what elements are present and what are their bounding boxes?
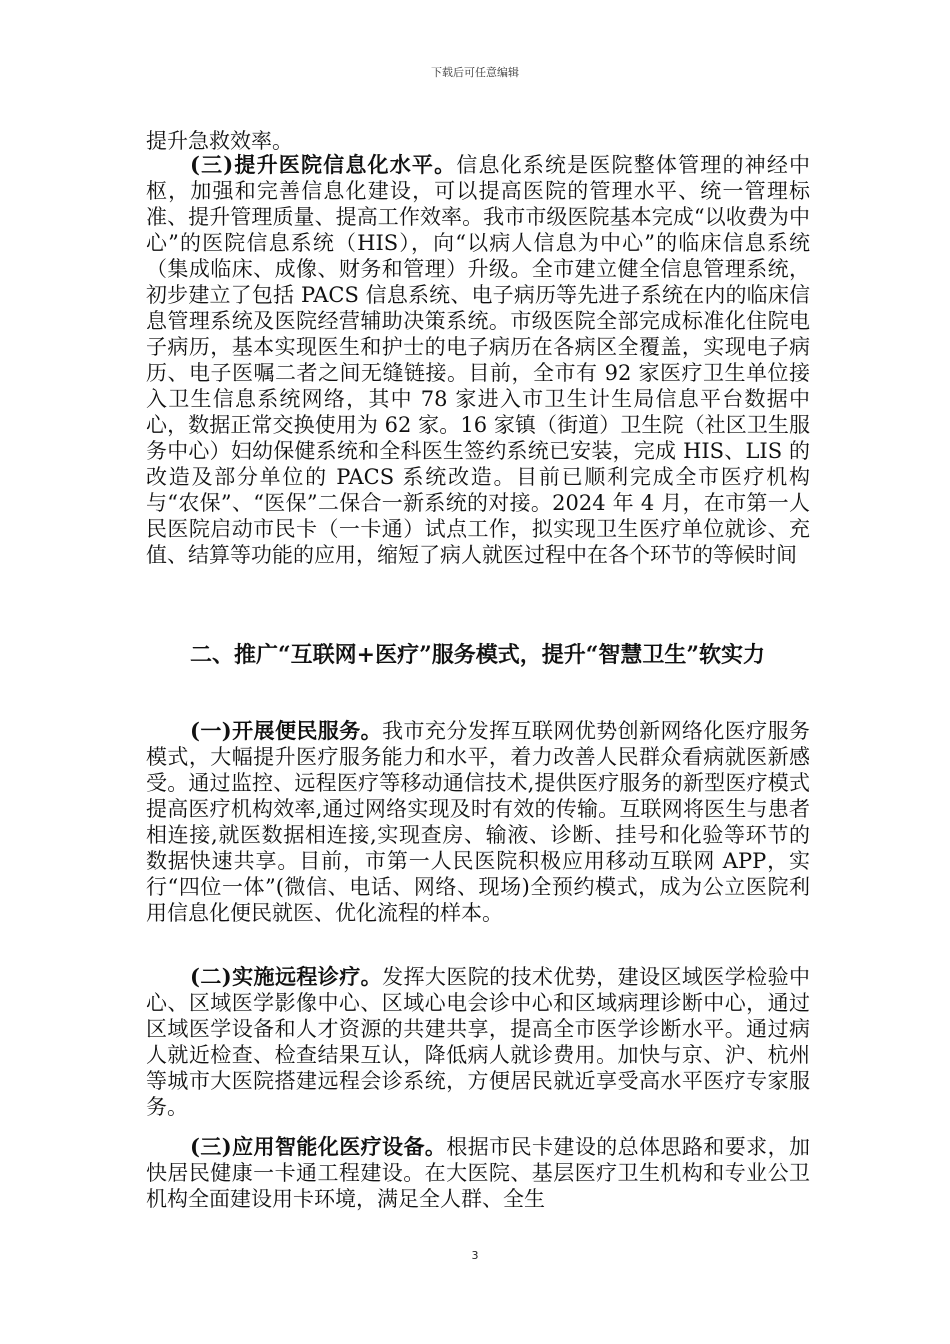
item1-paragraph	[146, 718, 810, 926]
continuation-text: 提升急救效率。	[146, 129, 293, 153]
paragraph-body: 我市充分发挥互联网优势创新网络化医疗服务模式，大幅提升医疗服务能力和水平，着力改善人民群众看病就医新感受。通过监控、远程医疗等移动通信技术,提供医疗服务的新型医疗模式提高医疗机构效率,通过网络实现及时有效的传输。互联网将医生与患者相连接,就医数据相连接,实现查房、输液、诊断、挂号和化验等环节的数据快速共享。目前，市第一人民医院积极应用移动互联网 APP，实行“四位一体”(微信、电话、网络、现场)全预约模式，成为公立医院利用信息化便民就医、优化流程的样本。	[146, 719, 811, 925]
page-number: 3	[471, 1249, 479, 1262]
item2-paragraph	[146, 964, 810, 1120]
paragraph-lead: (三)提升医院信息化水平。	[190, 152, 457, 177]
continuation-paragraph	[146, 128, 810, 154]
paragraph-body: 信息化系统是医院整体管理的神经中枢，加强和完善信息化建设，可以提高医院的管理水平、统一管理标准、提升管理质量、提高工作效率。我市市级医院基本完成“以收费为中心”的医院信息系统（HIS），向“以病人信息为中心”的临床信息系统（集成临床、成像、财务和管理）升级。全市建立健全信息管理系统，初步建立了包括 PACS 信息系统、电子病历等先进子系统在内的临床信息管理系统及医院经营辅助决策系统。市级医院全部完成标准化住院电子病历，基本实现医生和护士的电子病历在各病区全覆盖，实现电子病历、电子医嘱二者之间无缝链接。目前，全市有 92 家医疗卫生单位接入卫生信息系统网络，其中 78 家进入市卫生计生局信息平台数据中心，数据正常交换使用为 62 家。16 家镇（街道）卫生院（社区卫生服务中心）妇幼保健系统和全科医生签约系统已安装，完成 HIS、LIS 的改造及部分单位的 PACS 系统改造。目前已顺利完成全市医疗机构与“农保”、“医保”二保合一新系统的对接。2024 年 4 月，在市第一人民医院启动市民卡（一卡通）试点工作，拟实现卫生医疗单位就诊、充值、结算等功能的应用，缩短了病人就医过程中在各个环节的等候时间	[146, 153, 811, 567]
section-heading: 二、推广“互联网+医疗”服务模式，提升“智慧卫生”软实力	[190, 642, 766, 668]
paragraph-lead: (一)开展便民服务。	[190, 718, 383, 743]
paragraph-body: 发挥大医院的技术优势，建设区域医学检验中心、区域医学影像中心、区域心电会诊中心和区域病理诊断中心，通过区域医学设备和人才资源的共建共享，提高全市医学诊断水平。通过病人就近检查、检查结果互认，降低病人就诊费用。加快与京、沪、杭州等城市大医院搭建远程会诊系统，方便居民就近享受高水平医疗专家服务。	[146, 965, 811, 1119]
section3-info-paragraph	[146, 152, 810, 568]
paragraph-lead: (三)应用智能化医疗设备。	[190, 1134, 447, 1159]
paragraph-lead: (二)实施远程诊疗。	[190, 964, 383, 989]
item3-paragraph	[146, 1134, 810, 1212]
paragraph-body: 根据市民卡建设的总体思路和要求，加快居民健康一卡通工程建设。在大医院、基层医疗卫生机构和专业公卫机构全面建设用卡环境，满足全人群、全生	[146, 1135, 811, 1211]
header-note: 下载后可任意编辑	[431, 66, 519, 79]
